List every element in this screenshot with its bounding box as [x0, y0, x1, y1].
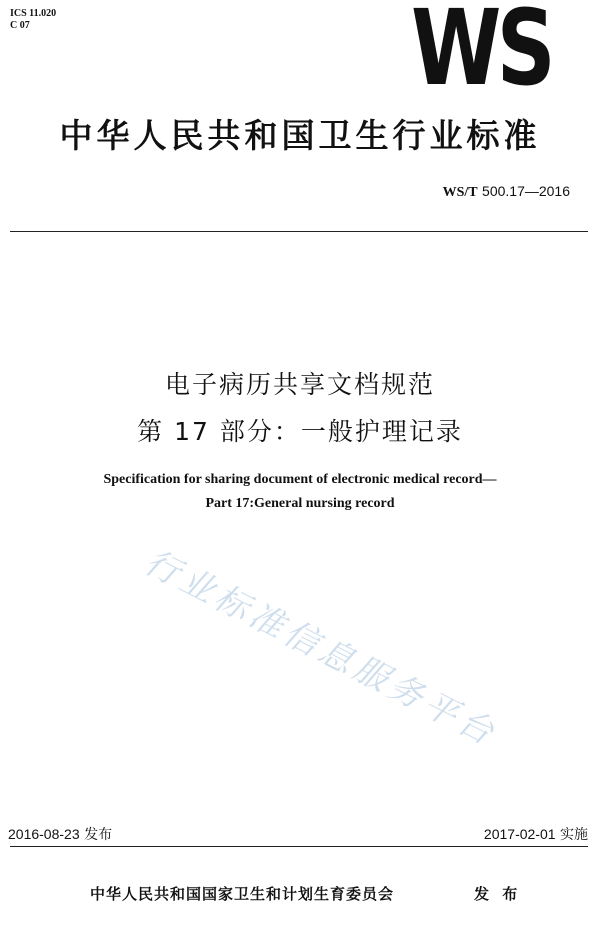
title-cn-line1: 电子病历共享文档规范 [164, 370, 435, 399]
industry-standard-title: 中华人民共和国卫生行业标准 [59, 116, 541, 155]
issue-date [8, 824, 112, 844]
standard-prefix: WS/T [442, 185, 478, 200]
title-cn-line2: 第 17 部分：一般护理记录 [137, 417, 463, 446]
classification-codes [10, 8, 56, 32]
standard-number [443, 183, 570, 201]
implementation-label: 实施 [560, 827, 588, 843]
ccs-code: C 07 [10, 20, 30, 31]
watermark: 行业标准信息服务平台 [138, 542, 504, 755]
bottom-divider [10, 846, 588, 847]
ws-logo [410, 0, 552, 109]
standard-number-value: 500.17—2016 [482, 183, 570, 199]
publisher: 中华人民共和国国家卫生和计划生育委员会 [90, 885, 395, 903]
implementation-date [484, 824, 588, 844]
publish-label: 发 布 [474, 885, 522, 903]
implementation-date-value: 2017-02-01 [483, 826, 556, 842]
svg-text:WS: WS [411, 0, 551, 109]
top-divider [10, 231, 588, 232]
issue-date-value: 2016-08-23 [8, 826, 80, 842]
title-en-line2: Part 17:General nursing record [205, 496, 395, 511]
title-en-line1: Specification for sharing document of electronic medical record— [103, 472, 497, 487]
ics-code: ICS 11.020 [10, 8, 57, 19]
issue-label: 发布 [84, 827, 113, 843]
